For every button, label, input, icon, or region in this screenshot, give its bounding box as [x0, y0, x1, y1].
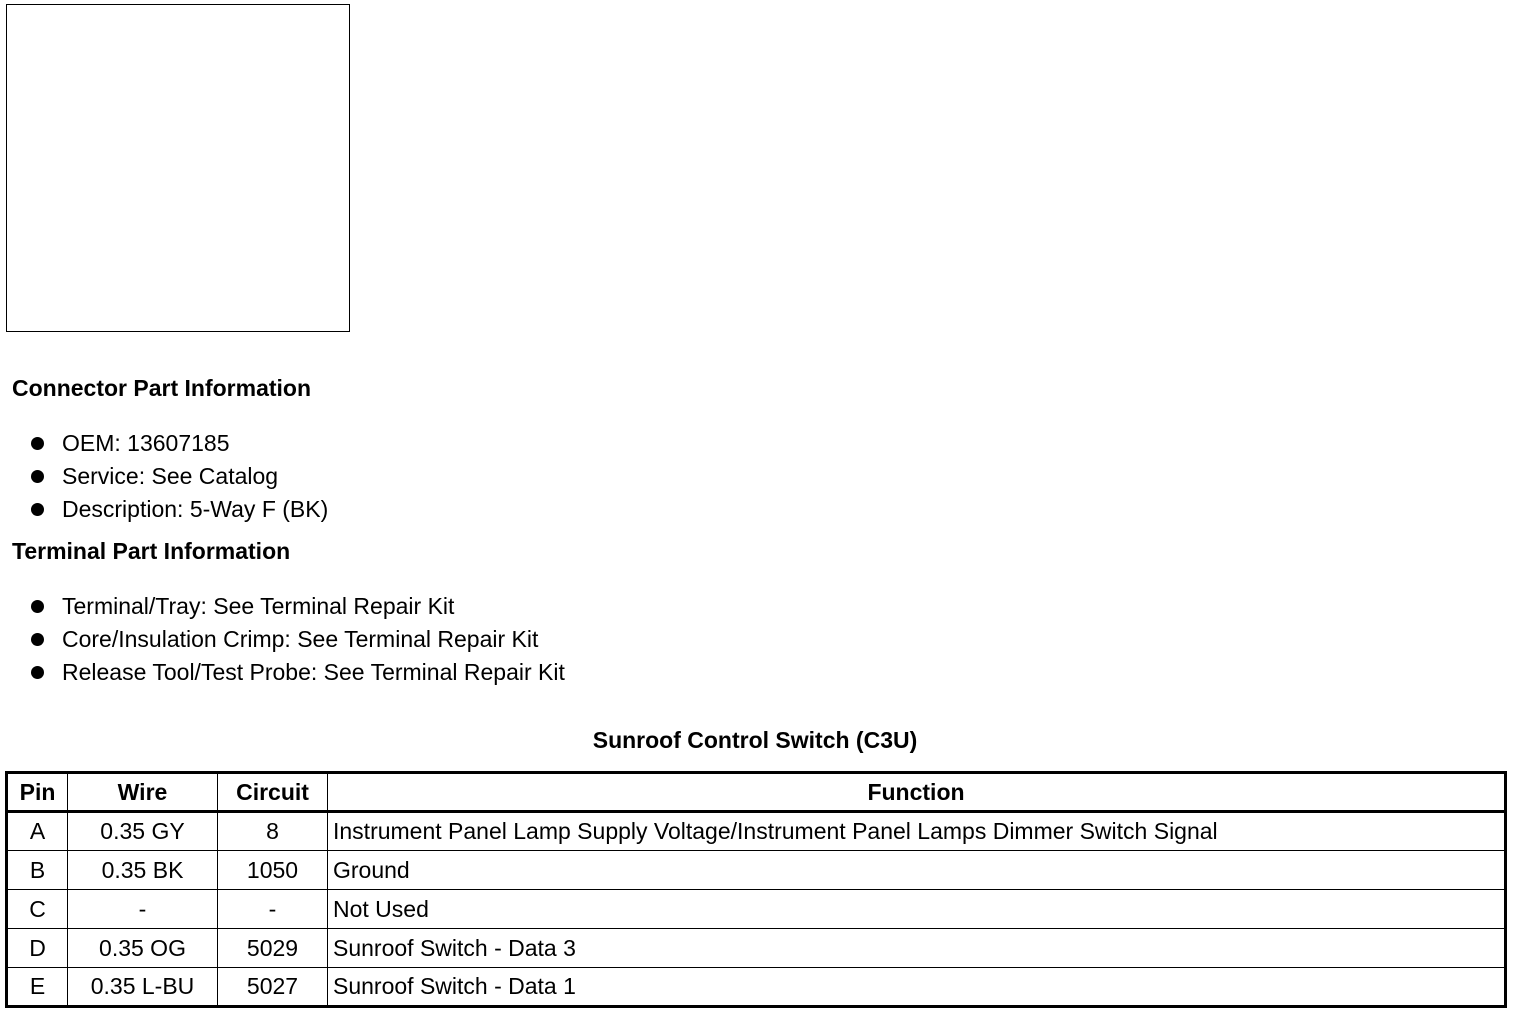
bullet-icon [31, 470, 44, 483]
bullet-icon [31, 437, 44, 450]
list-item-text: Service: See Catalog [62, 463, 279, 489]
table-row [7, 929, 1506, 968]
cell-pin: B [7, 851, 68, 890]
table-row [7, 890, 1506, 929]
table-row [7, 968, 1506, 1007]
header-pin: Pin [7, 773, 68, 812]
list-item-text: OEM: 13607185 [62, 430, 230, 456]
bullet-icon [31, 633, 44, 646]
cell-function: Instrument Panel Lamp Supply Voltage/Instrument Panel Lamps Dimmer Switch Signal [328, 812, 1506, 851]
list-item [28, 493, 328, 526]
cell-function: Sunroof Switch - Data 1 [328, 968, 1506, 1007]
cell-wire: 0.35 L-BU [68, 968, 218, 1007]
cell-wire: - [68, 890, 218, 929]
connector-part-info-list [28, 427, 328, 526]
cell-circuit: - [218, 890, 328, 929]
header-function: Function [328, 773, 1506, 812]
list-item-text: Release Tool/Test Probe: See Terminal Repair Kit [62, 659, 565, 685]
bullet-icon [31, 503, 44, 516]
cell-pin: A [7, 812, 68, 851]
cell-wire: 0.35 GY [68, 812, 218, 851]
cell-function: Ground [328, 851, 1506, 890]
cell-circuit: 5027 [218, 968, 328, 1007]
list-item-text: Description: 5-Way F (BK) [62, 496, 329, 522]
table-row [7, 812, 1506, 851]
list-item [28, 460, 328, 493]
terminal-part-info-heading: Terminal Part Information [12, 538, 291, 564]
list-item-text: Terminal/Tray: See Terminal Repair Kit [62, 593, 455, 619]
cell-circuit: 1050 [218, 851, 328, 890]
cell-wire: 0.35 BK [68, 851, 218, 890]
bullet-icon [31, 600, 44, 613]
header-wire: Wire [68, 773, 218, 812]
cell-pin: C [7, 890, 68, 929]
list-item-text: Core/Insulation Crimp: See Terminal Repair Kit [62, 626, 539, 652]
cell-circuit: 8 [218, 812, 328, 851]
bullet-icon [31, 666, 44, 679]
list-item [28, 623, 565, 656]
terminal-part-info-list [28, 590, 565, 689]
connector-part-info-heading: Connector Part Information [12, 375, 312, 401]
cell-circuit: 5029 [218, 929, 328, 968]
cell-function: Sunroof Switch - Data 3 [328, 929, 1506, 968]
header-circuit: Circuit [218, 773, 328, 812]
cell-wire: 0.35 OG [68, 929, 218, 968]
cell-function: Not Used [328, 890, 1506, 929]
cell-pin: D [7, 929, 68, 968]
pinout-table [5, 771, 1507, 1008]
list-item [28, 427, 328, 460]
table-title: Sunroof Control Switch (C3U) [592, 727, 918, 753]
list-item [28, 656, 565, 689]
table-row [7, 851, 1506, 890]
list-item [28, 590, 565, 623]
cell-pin: E [7, 968, 68, 1007]
table-header-row [7, 773, 1506, 812]
connector-face-image [6, 4, 350, 332]
